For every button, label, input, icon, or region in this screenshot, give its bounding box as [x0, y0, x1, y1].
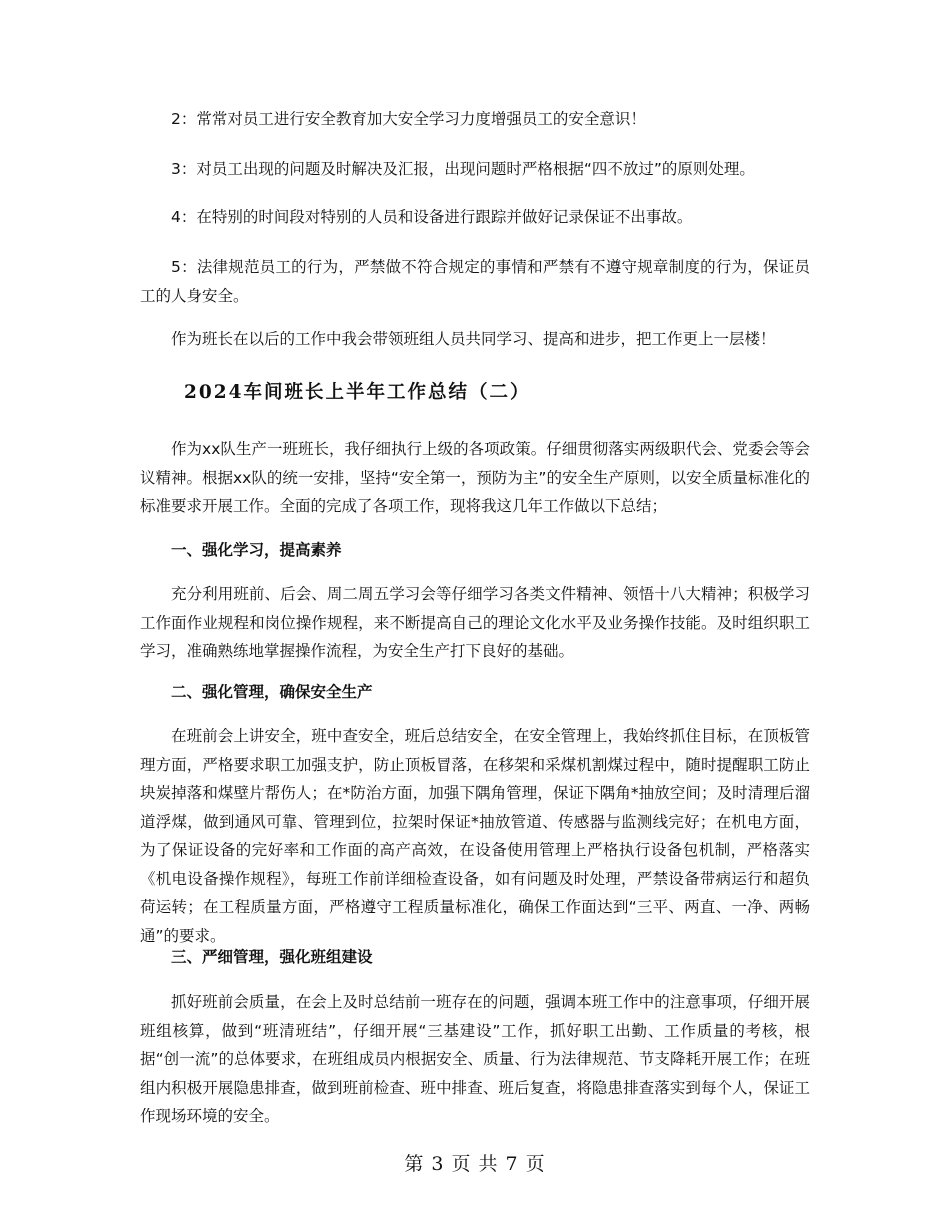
section-2-body: 在班前会上讲安全，班中查安全，班后总结安全，在安全管理上，我始终抓住目标，在顶板管理方面，严格要求职工加强支护，防止顶板冒落，在移架和采煤机割煤过程中，随时提醒职工防止块炭掉落和煤壁片帮伤人；在*防治方面，加强下隅角管理，保证下隅角*抽放空间；及时清理后溜道浮煤，做到通风可靠、管理到位，拉架时保证*抽放管道、传感器与监测线完好；在机电方面，为了保证设备的完好率和工作面的高产高效，在设备使用管理上严格执行设备包机制，严格落实《机电设备操作规程》，每班工作前详细检查设备，如有问题及时处理，严禁设备带病运行和超负荷运转；在工程质量方面，严格遵守工程质量标准化，确保工作面达到“三平、两直、一净、两畅通”的要求。: [140, 727, 810, 945]
heading-2: 二、强化管理，确保安全生产: [171, 683, 373, 701]
closing-paragraph: 作为班长在以后的工作中我会带领班组人员共同学习、提高和进步，把工作更上一层楼！: [171, 330, 776, 348]
list-item-2: 2：常常对员工进行安全教育加大安全学习力度增强员工的安全意识！: [171, 110, 646, 128]
heading-3: 三、严细管理，强化班组建设: [171, 948, 373, 966]
list-item-3: 3：对员工出现的问题及时解决及汇报，出现问题时严格根据“四不放过”的原则处理。: [171, 160, 755, 178]
section-title: 2024车间班长上半年工作总结（二）: [184, 382, 531, 403]
section-1-body: 充分利用班前、后会、周二周五学习会等仔细学习各类文件精神、领悟十八大精神；积极学习工作面作业规程和岗位操作规程，来不断提高自己的理论文化水平及业务操作技能。及时组织职工学习，准确熟练地掌握操作流程，为安全生产打下良好的基础。: [140, 585, 810, 660]
page-number-footer: 第 3 页 共 7 页: [404, 1153, 546, 1175]
list-item-5: 5：法律规范员工的行为，严禁做不符合规定的事情和严禁有不遵守规章制度的行为，保证员工的人身安全。: [140, 258, 810, 305]
heading-1: 一、强化学习，提高素养: [171, 541, 342, 559]
list-item-4: 4：在特别的时间段对特别的人员和设备进行跟踪并做好记录保证不出事故。: [171, 208, 693, 226]
section-3-body: 抓好班前会质量，在会上及时总结前一班存在的问题，强调本班工作中的注意事项，仔细开展班组核算，做到“班清班结”，仔细开展“三基建设”工作，抓好职工出勤、工作质量的考核，根据“创一流”的总体要求，在班组成员内根据安全、质量、行为法律规范、节支降耗开展工作；在班组内积极开展隐患排查，做到班前检查、班中排查、班后复查，将隐患排查落实到每个人，保证工作现场环境的安全。: [140, 993, 810, 1125]
intro-paragraph: 作为xx队生产一班班长，我仔细执行上级的各项政策。仔细贯彻落实两级职代会、党委会等会议精神。根据xx队的统一安排，坚持“安全第一，预防为主”的安全生产原则，以安全质量标准化的标准要求开展工作。全面的完成了各项工作，现将我这几年工作做以下总结；: [140, 440, 810, 515]
